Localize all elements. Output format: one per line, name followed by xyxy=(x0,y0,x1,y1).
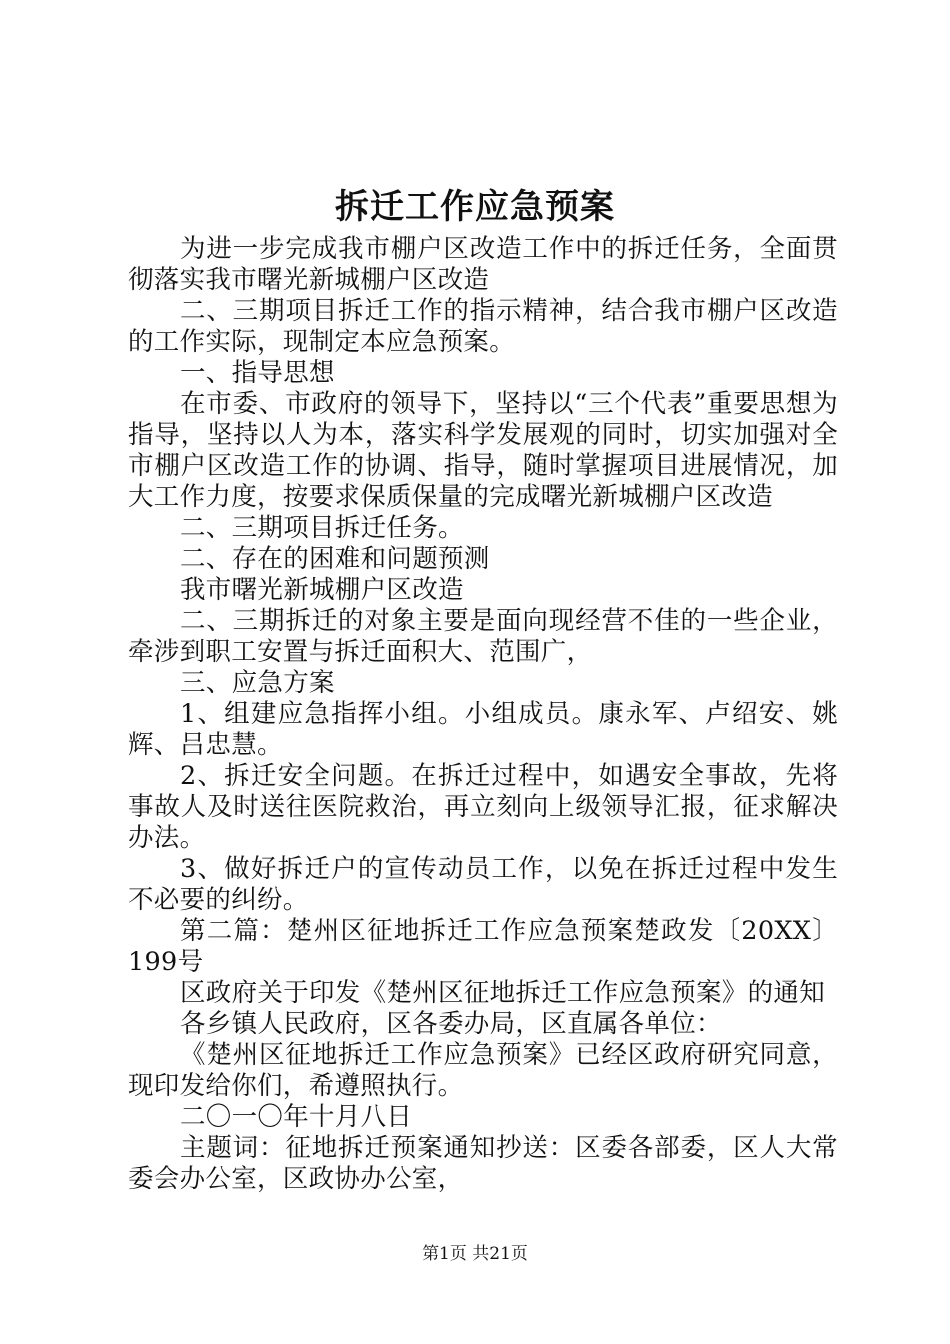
notice-recipients: 各乡镇人民政府，区各委办局，区直属各单位： xyxy=(180,1009,722,1039)
plan-item-3: 3、做好拆迁户的宣传动员工作，以免在拆迁过程中发生不必要的纠纷。 xyxy=(128,854,838,915)
subject-keywords: 主题词：征地拆迁预案通知抄送：区委各部委，区人大常委会办公室，区政协办公室， xyxy=(128,1133,838,1194)
paragraph-intro-continued: 二、三期项目拆迁工作的指示精神，结合我市棚户区改造的工作实际，现制定本应急预案。 xyxy=(128,296,838,357)
plan-item-2: 2、拆迁安全问题。在拆迁过程中，如遇安全事故，先将事故人及时送往医院救治，再立刻向上级领导汇报，征求解决办法。 xyxy=(128,761,838,853)
notice-title: 区政府关于印发《楚州区征地拆迁工作应急预案》的通知 xyxy=(180,978,826,1008)
paragraph-intro: 为进一步完成我市棚户区改造工作中的拆迁任务，全面贯彻落实我市曙光新城棚户区改造 xyxy=(128,234,838,295)
page-number: 第1页 共21页 xyxy=(422,1244,528,1264)
plan-item-1: 1、组建应急指挥小组。小组成员。康永军、卢绍安、姚辉、吕忠慧。 xyxy=(128,699,838,760)
section-heading-emergency-plan: 三、应急方案 xyxy=(180,668,335,698)
paragraph-guiding-thought: 在市委、市政府的领导下，坚持以“三个代表”重要思想为指导，坚持以人为本，落实科学发展观的同时，切实加强对全市棚户区改造工作的协调、指导，随时掌握项目进展情况，加大工作力度，按要求保质保量的完成曙光新城棚户区改造 xyxy=(128,389,838,512)
paragraph-problems-1: 我市曙光新城棚户区改造 xyxy=(180,575,464,605)
document-body xyxy=(128,234,838,1195)
section-heading-problems: 二、存在的困难和问题预测 xyxy=(180,544,490,574)
notice-body: 《楚州区征地拆迁工作应急预案》已经区政府研究同意，现印发给你们，希遵照执行。 xyxy=(128,1040,838,1101)
paragraph-problems-2: 二、三期拆迁的对象主要是面向现经营不佳的一些企业，牵涉到职工安置与拆迁面积大、范围广， xyxy=(128,606,838,667)
document-title: 拆迁工作应急预案 xyxy=(335,187,615,227)
notice-date: 二〇一〇年十月八日 xyxy=(180,1102,413,1132)
second-article-heading: 第二篇：楚州区征地拆迁工作应急预案楚政发〔20XX〕199号 xyxy=(128,916,838,977)
paragraph-task: 二、三期项目拆迁任务。 xyxy=(180,513,464,543)
section-heading-guiding-thought: 一、指导思想 xyxy=(180,358,335,388)
